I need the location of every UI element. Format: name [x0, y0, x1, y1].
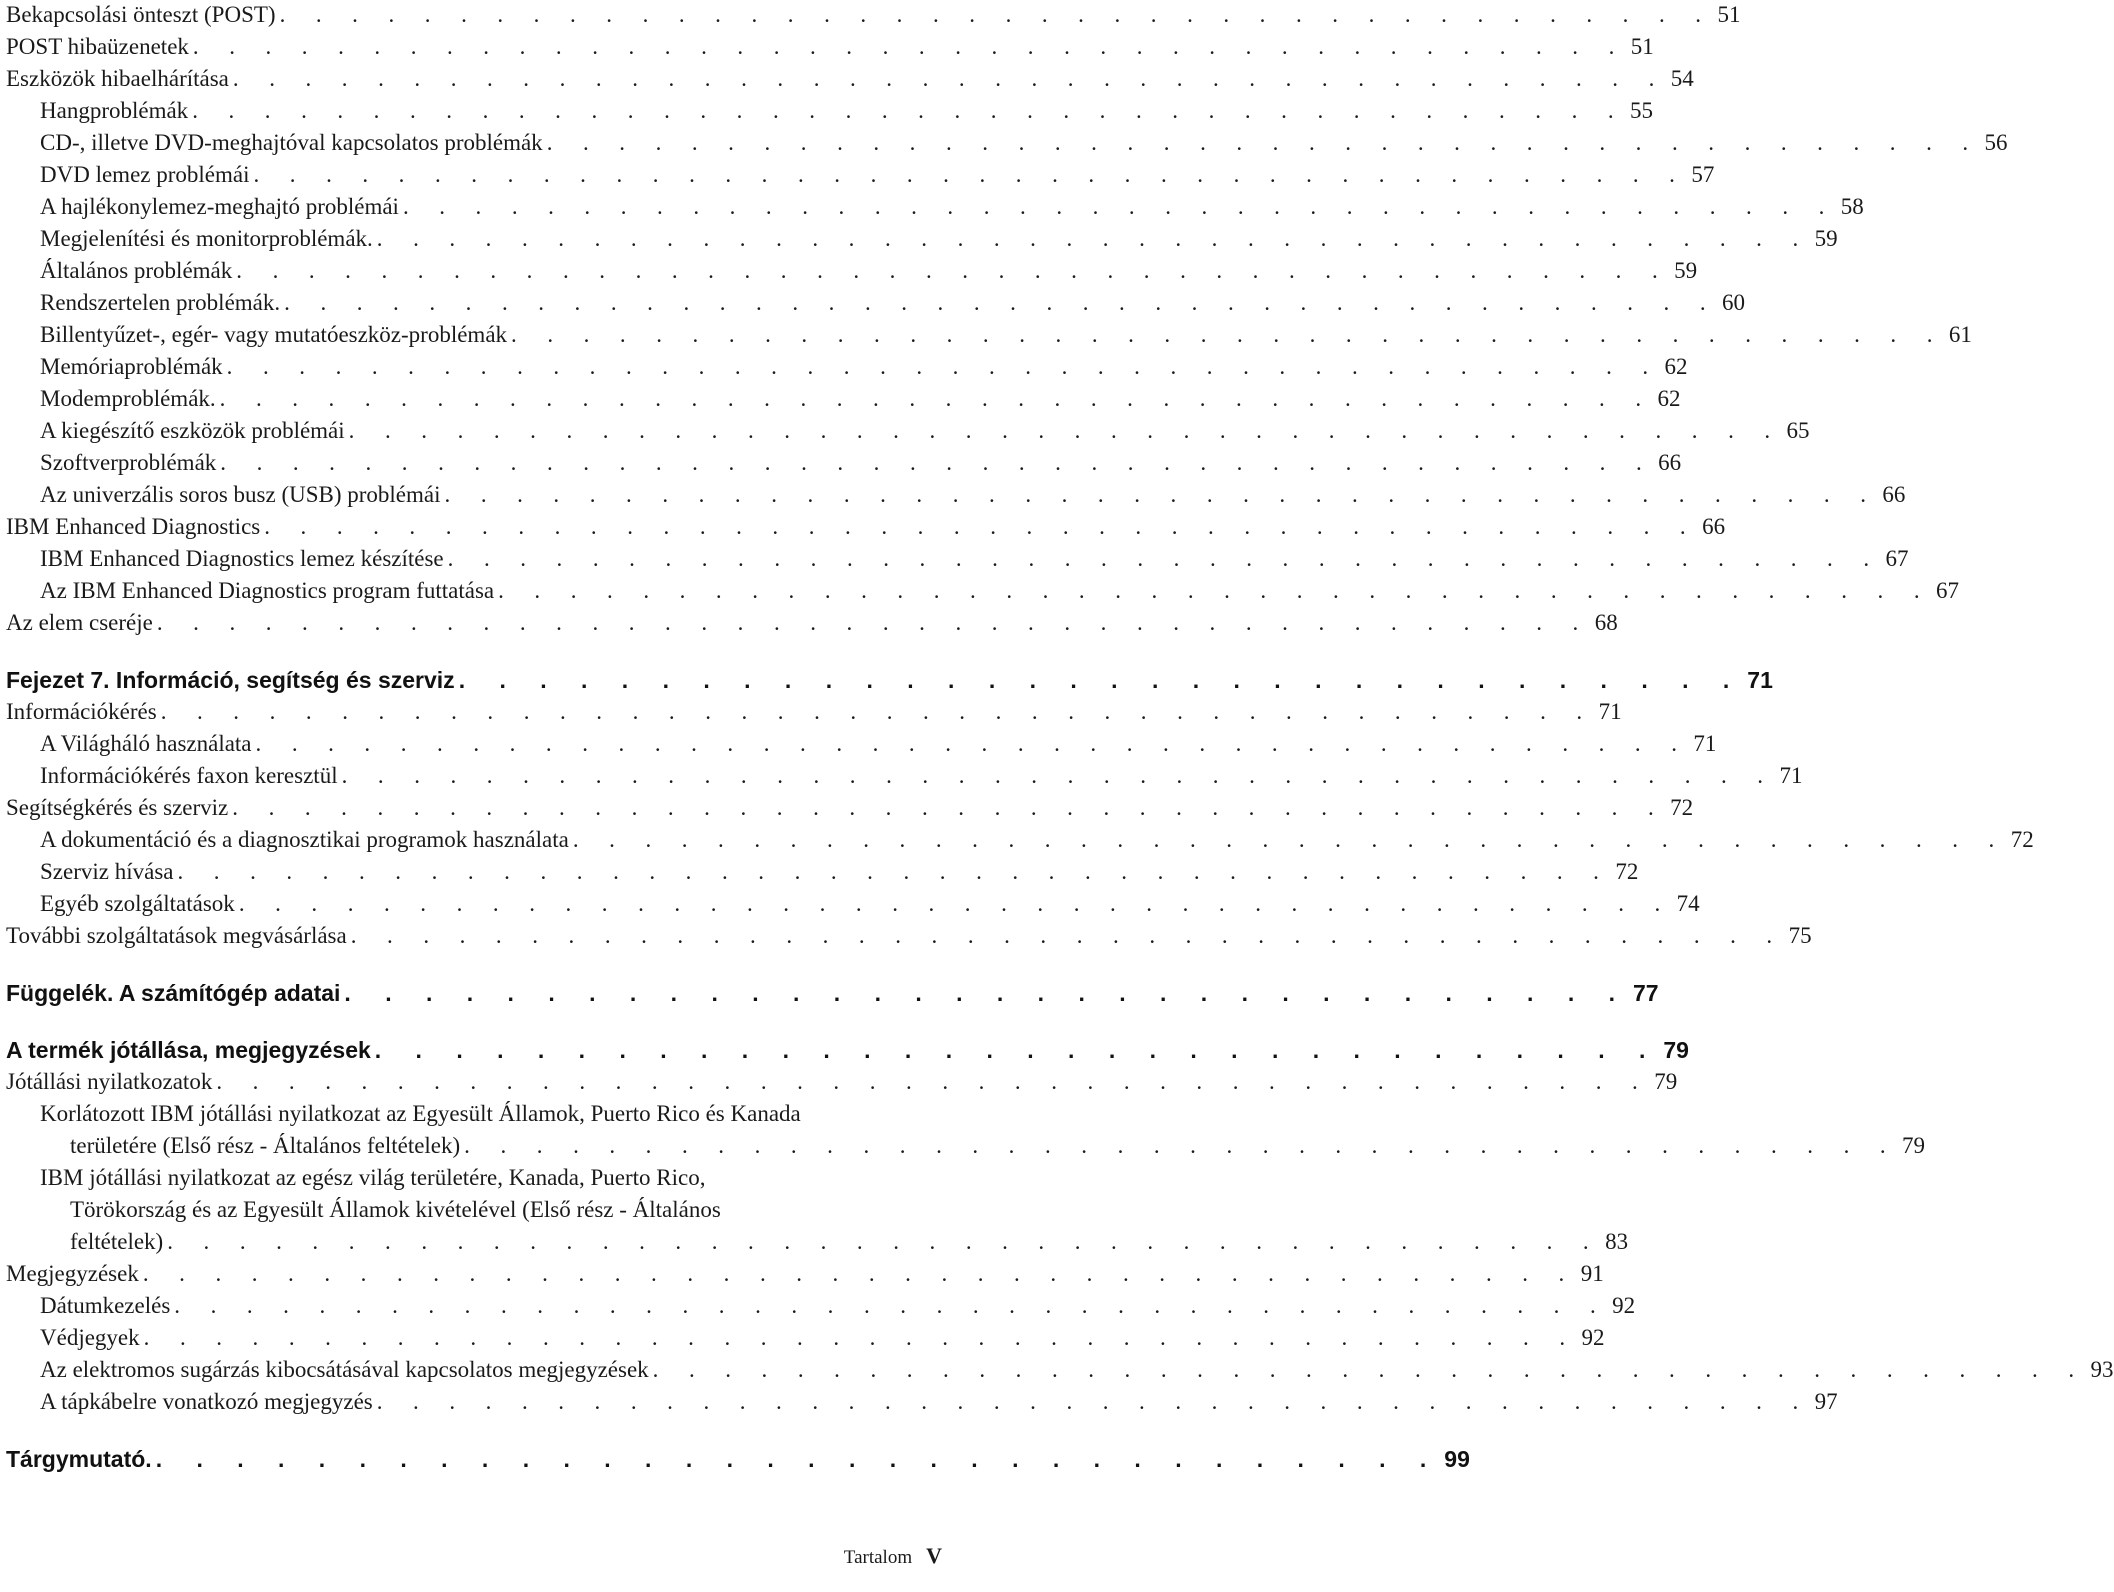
toc-entry-title: területére (Első rész - Általános feltételek) — [70, 1131, 464, 1161]
toc-entry-vilag-line1[interactable] — [6, 1163, 942, 1195]
toc-page-number: 66 — [1882, 482, 1906, 507]
toc-page-number: 55 — [1630, 98, 1654, 123]
toc-entry-title: feltételek) — [70, 1227, 167, 1257]
toc-entry-title: Az elektromos sugárzás kibocsátásával kapcsolatos megjegyzések — [40, 1355, 653, 1385]
toc-page-number: 62 — [1657, 386, 1681, 411]
dot-leader: . . . . . . . . . . . . . . . . . . . . . . . . . . . . . . . . . . . . . . . . — [376, 1389, 1811, 1414]
toc-page-number: 66 — [1702, 514, 1726, 539]
toc-entry[interactable] — [6, 352, 1688, 384]
dot-leader: . . . . . . . . . . . . . . . . . . . . . . . . . . . . . . . . . . . . . . . . — [167, 1229, 1602, 1254]
toc-entry-vilag-line3[interactable] — [6, 1227, 1629, 1259]
toc-page-number: 68 — [1594, 610, 1618, 635]
toc-entry-jotallasi[interactable] — [6, 1067, 1678, 1099]
toc-entry-title: Rendszertelen problémák. — [40, 288, 284, 318]
toc-page-number: 67 — [1885, 546, 1909, 571]
toc-page-number: 56 — [1984, 130, 2008, 155]
toc-entry-title: IBM Enhanced Diagnostics lemez készítése — [40, 544, 448, 574]
dot-leader: . . . . . . . . . . . . . . . . . . . . . . . . . . . . . . . . . . . . . . . . — [546, 130, 1981, 155]
toc-chapter-title: Tárgymutató. — [6, 1442, 156, 1476]
toc-entry-title: Modemproblémák. — [40, 384, 220, 414]
toc-warranty[interactable] — [6, 1033, 1689, 1067]
toc-page-number: 92 — [1612, 1293, 1636, 1318]
footer-page-number: V — [926, 1543, 942, 1568]
toc-page-number: 57 — [1691, 162, 1715, 187]
dot-leader: . . . . . . . . . . . . . . . . . . . . . . . . . . . . . . . . . . . . . . . . — [174, 1293, 1609, 1318]
dot-leader: . . . . . . . . . . . . . . . . . . . . . . . . . . . . . . . . . . . . . . . . — [572, 827, 2007, 852]
section-gap — [6, 640, 942, 663]
dot-leader: . . . . . . . . . . . . . . . . . . . . . . . . . . . . . . . . . . . . . . . . — [402, 194, 1837, 219]
toc-entry-title: Megjelenítési és monitorproblémák. — [40, 224, 377, 254]
dot-leader: . . . . . . . . . . . . . . . . . . . . . . . . . . . . . . . . . . . . . . . . — [220, 450, 1655, 475]
toc-block-help — [6, 697, 2034, 953]
dot-leader: . . . . . . . . . . . . . . . . . . . . . . . . . . . . . . . . . . . . . . . . — [279, 2, 1714, 27]
toc-entry-title: Törökország és az Egyesült Államok kivételével (Első rész - Általános — [70, 1195, 721, 1225]
dot-leader: . . . . . . . . . . . . . . . . . . . . . . . . . . . . . . . . . . . . . . . . — [192, 34, 1627, 59]
toc-entry[interactable] — [6, 1323, 1605, 1355]
toc-entry-title: Hangproblémák — [40, 96, 192, 126]
dot-leader: . . . . . . . . . . . . . . . . . . . . . . . . . . . . . . . . . . . . . . . . — [264, 514, 1699, 539]
toc-entry[interactable] — [6, 160, 1715, 192]
toc-page-number: 75 — [1788, 923, 1812, 948]
dot-leader: . . . . . . . . . . . . . . . . . . . . . . . . . . . . . . . . . . . . . . . . — [498, 578, 1932, 603]
toc-entry-title: A kiegészítő eszközök problémái — [40, 416, 349, 446]
dot-leader: . . . . . . . . . . . . . . . . . . . . . . . . . . . . . . . . . . . . . . . . — [511, 322, 1945, 347]
toc-entry[interactable] — [6, 96, 1654, 128]
toc-page-number: 77 — [1633, 980, 1659, 1006]
toc-entry[interactable] — [6, 288, 1745, 320]
toc-page-number: 59 — [1674, 258, 1698, 283]
toc-page-number: 66 — [1658, 450, 1682, 475]
toc-entry-title: Szerviz hívása — [40, 857, 177, 887]
toc-entry-title: Megjegyzések — [6, 1259, 143, 1289]
toc-entry-title: Információkérés faxon keresztül — [40, 761, 342, 791]
dot-leader: . . . . . . . . . . . . . . . . . . . . . . . . . . . . . . . . — [344, 980, 1630, 1006]
toc-entry-title: Dátumkezelés — [40, 1291, 174, 1321]
toc-entry[interactable] — [6, 384, 1681, 416]
toc-page-number: 72 — [1670, 795, 1694, 820]
toc-page-number: 92 — [1581, 1325, 1605, 1350]
toc-page-number: 67 — [1935, 578, 1959, 603]
toc-entry-title: További szolgáltatások megvásárlása — [6, 921, 351, 951]
toc-entry-vilag-line2[interactable] — [6, 1195, 942, 1227]
toc-page-number: 71 — [1598, 699, 1622, 724]
toc-page-number: 71 — [1779, 763, 1803, 788]
dot-leader: . . . . . . . . . . . . . . . . . . . . . . . . . . . . . . . . . . . . . . . . — [216, 1069, 1651, 1094]
toc-page-number: 61 — [1948, 322, 1972, 347]
toc-chapter-title: Fejezet 7. Információ, segítség és szerviz — [6, 663, 459, 697]
toc-entry[interactable] — [6, 192, 1864, 224]
toc-chapter-title: Függelék. A számítógép adatai — [6, 976, 344, 1010]
page-footer — [844, 1543, 942, 1569]
toc-entry[interactable] — [6, 729, 1717, 761]
dot-leader: . . . . . . . . . . . . . . . . . . . . . . . . . . . . . . . . — [458, 667, 1744, 693]
toc-entry-title: A Világháló használata — [40, 729, 256, 759]
section-gap — [6, 953, 942, 976]
toc-chapter-title: A termék jótállása, megjegyzések — [6, 1033, 375, 1067]
toc-entry[interactable] — [6, 256, 1698, 288]
section-gap — [6, 1010, 942, 1033]
toc-entry-title: A tápkábelre vonatkozó megjegyzés — [40, 1387, 377, 1417]
toc-page-number: 62 — [1664, 354, 1688, 379]
toc-page-number: 74 — [1676, 891, 1700, 916]
toc-entry[interactable] — [6, 761, 1803, 793]
toc-entry-title: Szoftverproblémák — [40, 448, 220, 478]
dot-leader: . . . . . . . . . . . . . . . . . . . . . . . . . . . . . . . . . . . . . . . . — [253, 162, 1688, 187]
toc-page-number: 72 — [1615, 859, 1639, 884]
toc-entry-title: POST hibaüzenetek — [6, 32, 193, 62]
toc-entry[interactable] — [6, 320, 1972, 352]
footer-section-label: Tartalom — [843, 1547, 913, 1568]
toc-entry[interactable] — [6, 64, 1694, 96]
dot-leader: . . . . . . . . . . . . . . . . . . . . . . . . . . . . . . . . . . . . . . . . — [192, 98, 1627, 123]
dot-leader: . . . . . . . . . . . . . . . . . . . . . . . . . . . . . . . . . . . . . . . . — [444, 482, 1879, 507]
toc-entry-korlatozott-line1[interactable] — [6, 1099, 942, 1131]
toc-page-number: 65 — [1786, 418, 1810, 443]
toc-entry[interactable] — [6, 1291, 1636, 1323]
toc-entry[interactable] — [6, 224, 1838, 256]
toc-entry-korlatozott-line2[interactable] — [6, 1131, 1926, 1163]
toc-entry[interactable] — [6, 480, 1906, 512]
toc-entry-title: Korlátozott IBM jótállási nyilatkozat az Egyesült Államok, Puerto Rico és Kanada — [40, 1099, 801, 1129]
toc-page-number: 83 — [1605, 1229, 1629, 1254]
toc-entry-title: CD-, illetve DVD-meghajtóval kapcsolatos problémák — [40, 128, 547, 158]
toc-entry-title: Jótállási nyilatkozatok — [6, 1067, 216, 1097]
dot-leader: . . . . . . . . . . . . . . . . . . . . . . . . . . . . . . . . . . . . . . . . — [160, 699, 1595, 724]
toc-page-number: 58 — [1840, 194, 1864, 219]
toc-entry-title: Az elem cseréje — [6, 608, 157, 638]
toc-entry-title: Billentyűzet-, egér- vagy mutatóeszköz-problémák — [40, 320, 511, 350]
dot-leader: . . . . . . . . . . . . . . . . . . . . . . . . . . . . . . . . . . . . . . . . — [232, 795, 1667, 820]
toc-page-number: 79 — [1902, 1133, 1926, 1158]
dot-leader: . . . . . . . . . . . . . . . . . . . . . . . . . . . . . . . . . . . . . . . . — [350, 923, 1785, 948]
toc-chapter-7[interactable] — [6, 663, 1773, 697]
toc-entry-title: Egyéb szolgáltatások — [40, 889, 239, 919]
toc-entry-title: Segítségkérés és szerviz — [6, 793, 232, 823]
toc-block-notices — [6, 1259, 2114, 1419]
dot-leader: . . . . . . . . . . . . . . . . . . . . . . . . . . . . . . . . . . . . . . . . — [238, 891, 1673, 916]
toc-page-number: 71 — [1693, 731, 1717, 756]
dot-leader: . . . . . . . . . . . . . . . . . . . . . . . . . . . . . . . . — [374, 1037, 1660, 1063]
dot-leader: . . . . . . . . . . . . . . . . . . . . . . . . . . . . . . . . . . . . . . . . — [341, 763, 1776, 788]
toc-entry[interactable] — [6, 793, 1694, 825]
toc-entry[interactable] — [6, 544, 1909, 576]
toc-page-number: 79 — [1654, 1069, 1678, 1094]
toc-block-troubleshooting — [6, 0, 2008, 640]
toc-entry-title: Bekapcsolási önteszt (POST) — [6, 0, 280, 30]
toc-entry-title: Eszközök hibaelhárítása — [6, 64, 233, 94]
toc-page-number: 72 — [2010, 827, 2034, 852]
toc-entry[interactable] — [6, 1259, 1604, 1291]
toc-page-number: 59 — [1814, 226, 1838, 251]
toc-entry[interactable] — [6, 825, 2034, 857]
toc-entry[interactable] — [6, 0, 1741, 32]
toc-entry[interactable] — [6, 697, 1622, 729]
toc-page-number: 60 — [1722, 290, 1745, 315]
dot-leader: . . . . . . . . . . . . . . . . . . . . . . . . . . . . . . . . . . . . . . . . — [142, 1261, 1577, 1286]
toc-entry[interactable] — [6, 128, 2008, 160]
toc-entry[interactable] — [6, 1387, 1838, 1419]
toc-index[interactable] — [6, 1442, 1470, 1476]
toc-page-number: 51 — [1630, 34, 1654, 59]
dot-leader: . . . . . . . . . . . . . . . . . . . . . . . . . . . . . . . . . . . . . . . . — [284, 290, 1718, 315]
toc-entry-title: Az IBM Enhanced Diagnostics program futtatása — [40, 576, 498, 606]
toc-page-number: 51 — [1717, 2, 1741, 27]
toc-entry-title: IBM jótállási nyilatkozat az egész világ területére, Kanada, Puerto Rico, — [40, 1163, 705, 1193]
toc-page-number: 54 — [1670, 66, 1694, 91]
toc-entry[interactable] — [6, 608, 1618, 640]
toc-entry[interactable] — [6, 857, 1639, 889]
toc-entry[interactable] — [6, 416, 1810, 448]
toc-entry-title: Az univerzális soros busz (USB) problémái — [40, 480, 445, 510]
toc-appendix[interactable] — [6, 976, 1659, 1010]
toc-entry[interactable] — [6, 921, 1812, 953]
toc-entry-title: IBM Enhanced Diagnostics — [6, 512, 264, 542]
toc-entry[interactable] — [6, 448, 1682, 480]
dot-leader: . . . . . . . . . . . . . . . . . . . . . . . . . . . . . . . . — [155, 1446, 1441, 1472]
dot-leader: . . . . . . . . . . . . . . . . . . . . . . . . . . . . . . . . . . . . . . . . — [652, 1357, 2087, 1382]
dot-leader: . . . . . . . . . . . . . . . . . . . . . . . . . . . . . . . . . . . . . . . . — [143, 1325, 1578, 1350]
toc-page-number: 99 — [1444, 1446, 1470, 1472]
toc-entry-title: DVD lemez problémái — [40, 160, 253, 190]
table-of-contents — [6, 0, 2114, 1476]
dot-leader: . . . . . . . . . . . . . . . . . . . . . . . . . . . . . . . . . . . . . . . . — [236, 258, 1671, 283]
toc-entry[interactable] — [6, 32, 1654, 64]
toc-entry-title: Memóriaproblémák — [40, 352, 227, 382]
toc-page-number: 79 — [1663, 1037, 1689, 1063]
section-gap — [6, 1419, 942, 1442]
dot-leader: . . . . . . . . . . . . . . . . . . . . . . . . . . . . . . . . . . . . . . . . — [447, 546, 1882, 571]
dot-leader: . . . . . . . . . . . . . . . . . . . . . . . . . . . . . . . . . . . . . . . . — [376, 226, 1811, 251]
toc-entry-title: Védjegyek — [40, 1323, 144, 1353]
dot-leader: . . . . . . . . . . . . . . . . . . . . . . . . . . . . . . . . . . . . . . . . — [255, 731, 1690, 756]
dot-leader: . . . . . . . . . . . . . . . . . . . . . . . . . . . . . . . . . . . . . . . . — [232, 66, 1667, 91]
toc-page-number: 71 — [1747, 667, 1773, 693]
dot-leader: . . . . . . . . . . . . . . . . . . . . . . . . . . . . . . . . . . . . . . . . — [219, 386, 1654, 411]
toc-entry-title: Információkérés — [6, 697, 161, 727]
dot-leader: . . . . . . . . . . . . . . . . . . . . . . . . . . . . . . . . . . . . . . . . — [177, 859, 1612, 884]
toc-entry[interactable] — [6, 1355, 2114, 1387]
toc-entry-title: A dokumentáció és a diagnosztikai programok használata — [40, 825, 573, 855]
dot-leader: . . . . . . . . . . . . . . . . . . . . . . . . . . . . . . . . . . . . . . . . — [156, 610, 1591, 635]
dot-leader: . . . . . . . . . . . . . . . . . . . . . . . . . . . . . . . . . . . . . . . . — [226, 354, 1661, 379]
dot-leader: . . . . . . . . . . . . . . . . . . . . . . . . . . . . . . . . . . . . . . . . — [348, 418, 1783, 443]
toc-entry[interactable] — [6, 889, 1700, 921]
toc-page-number: 93 — [2090, 1357, 2114, 1382]
toc-entry[interactable] — [6, 512, 1726, 544]
toc-entry[interactable] — [6, 576, 1959, 608]
toc-entry-title: Általános problémák — [40, 256, 236, 286]
toc-page-number: 97 — [1814, 1389, 1838, 1414]
toc-entry-title: A hajlékonylemez-meghajtó problémái — [40, 192, 403, 222]
dot-leader: . . . . . . . . . . . . . . . . . . . . . . . . . . . . . . . . . . . . . . . . — [464, 1133, 1899, 1158]
toc-page-number: 91 — [1580, 1261, 1604, 1286]
